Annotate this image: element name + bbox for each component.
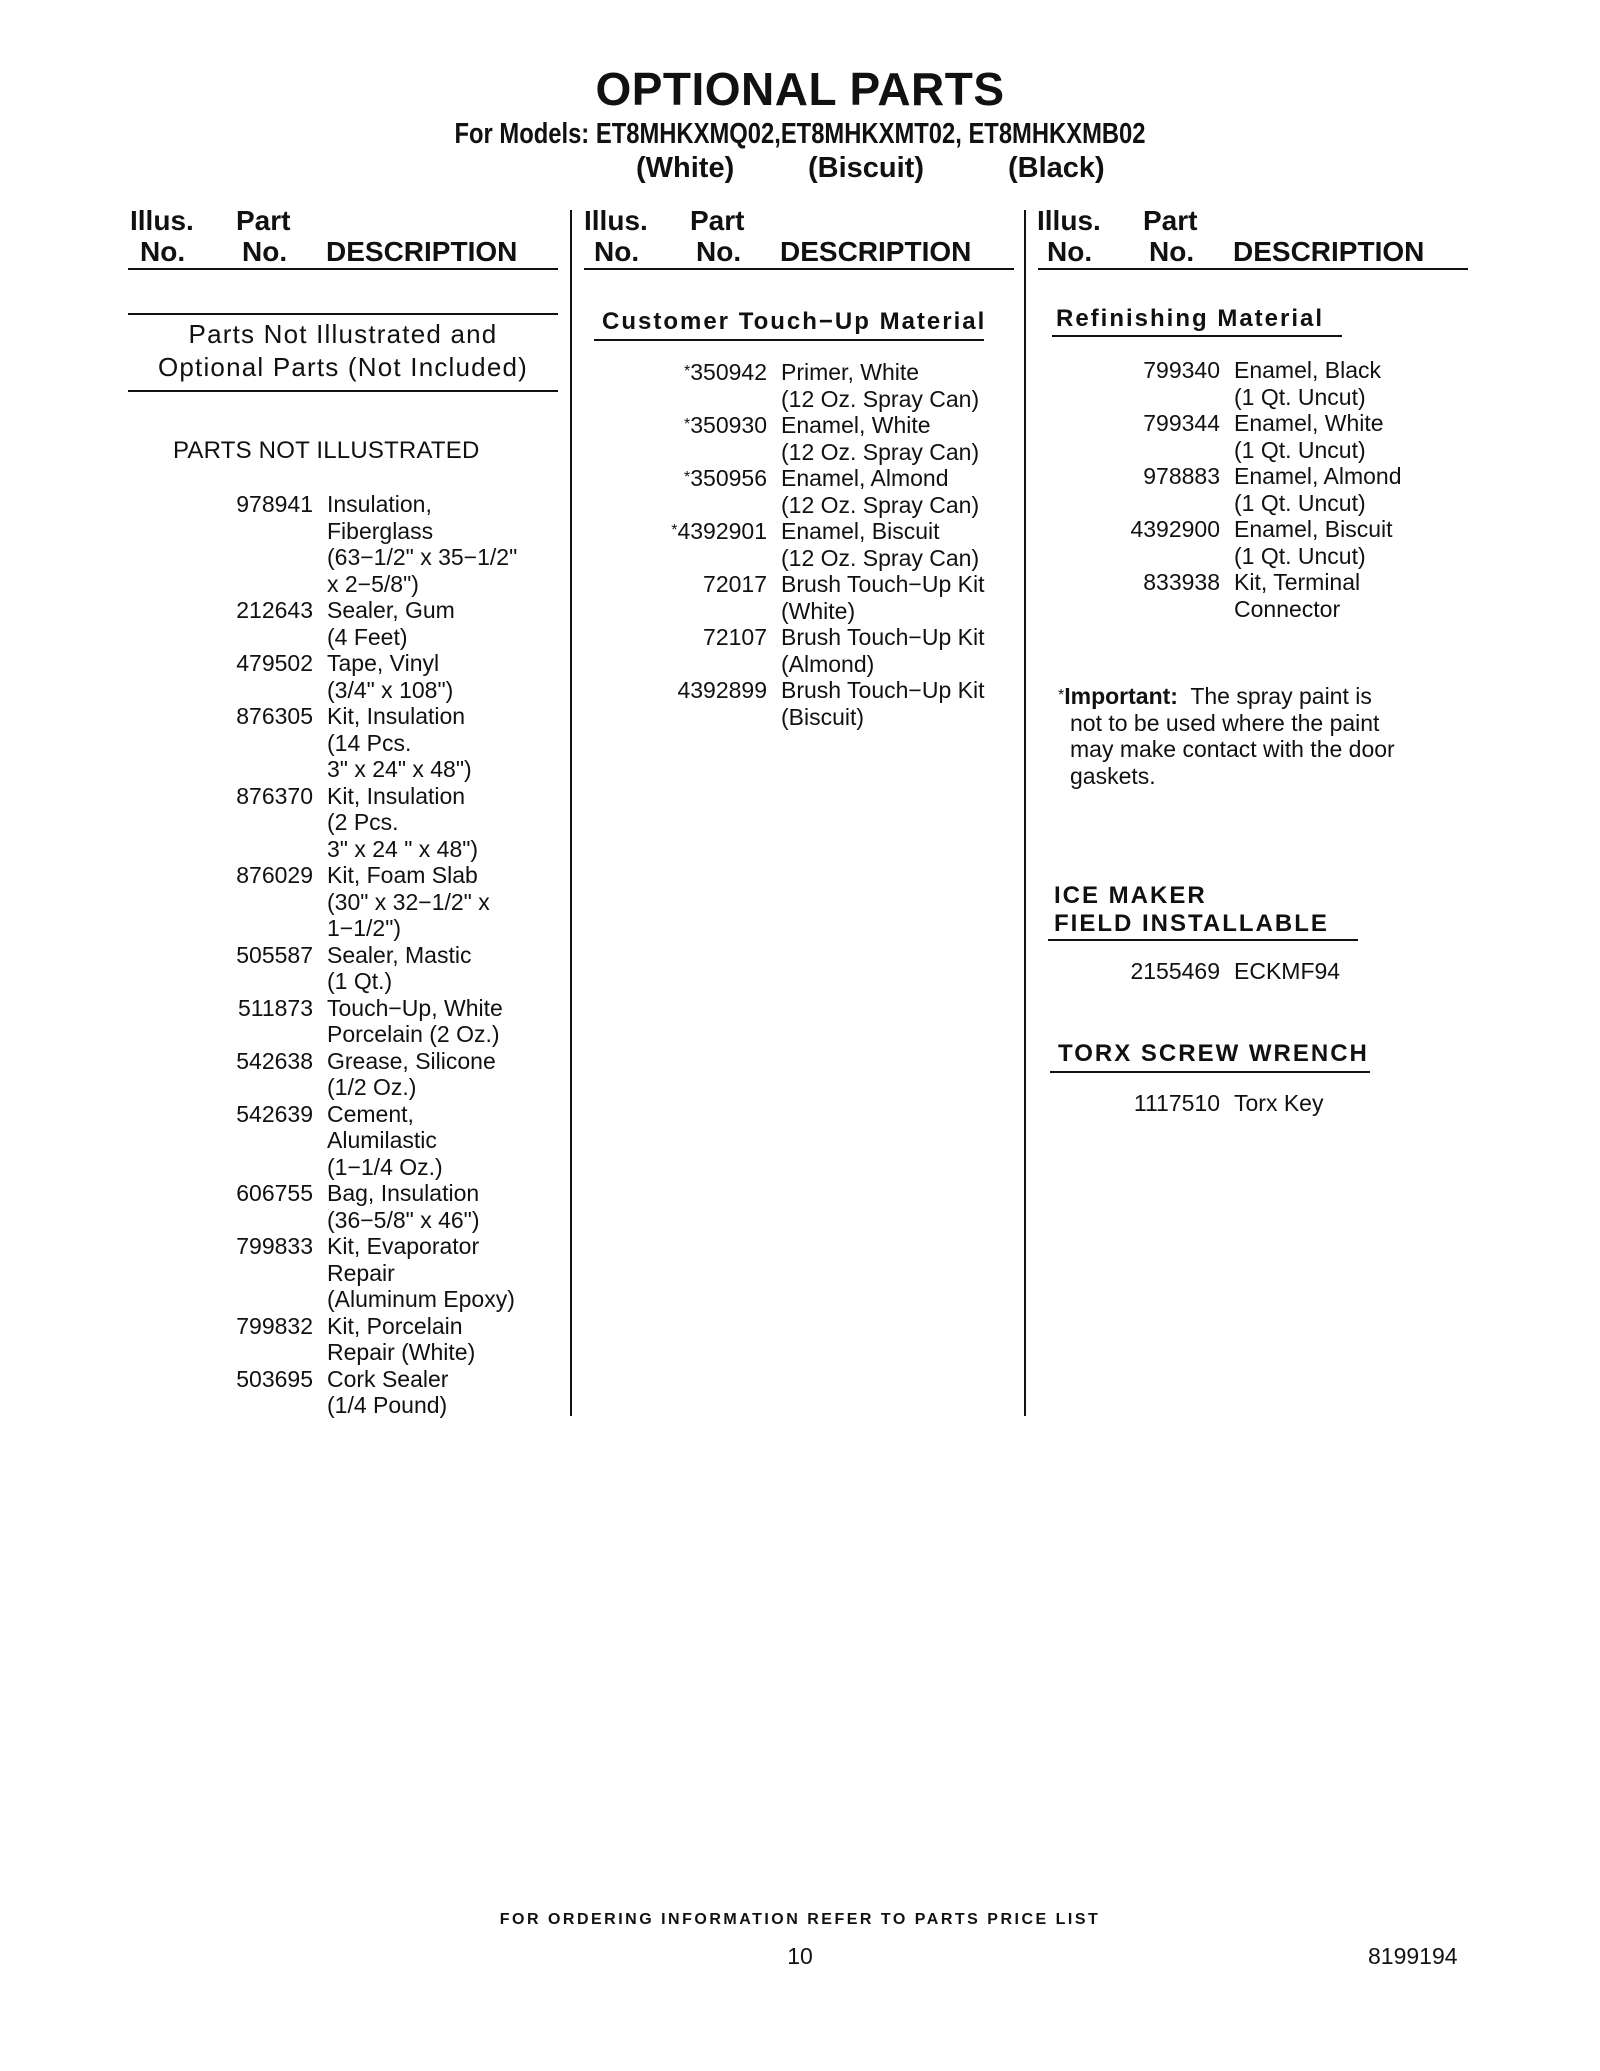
part-number xyxy=(1060,516,1220,543)
asterisk-mark: * xyxy=(684,363,691,380)
part-description: Insulation, Fiberglass (63−1/2" x 35−1/2" x 2−5/8") xyxy=(327,491,518,597)
part-number-text: 876370 xyxy=(236,782,313,809)
part-number-text: 505587 xyxy=(236,941,313,968)
part-description: Enamel, Almond (12 Oz. Spray Can) xyxy=(781,465,980,518)
part-number-text: 511873 xyxy=(237,994,313,1021)
part-number-text: 479502 xyxy=(236,650,313,676)
section-rule-top xyxy=(128,313,558,315)
part-description: Bag, Insulation (36−5/8" x 46") xyxy=(327,1180,480,1233)
part-number xyxy=(607,465,767,492)
part-number xyxy=(153,1313,313,1340)
part-description: Brush Touch−Up Kit (White) xyxy=(781,571,985,624)
part-description: Cork Sealer (1/4 Pound) xyxy=(327,1365,449,1418)
part-number-text: 72017 xyxy=(703,571,767,597)
color-biscuit: (Biscuit) xyxy=(808,152,924,184)
part-number-text: 799833 xyxy=(236,1233,313,1259)
part-label: Part xyxy=(236,205,291,236)
note-important-label: Important: xyxy=(1064,683,1178,709)
part-number xyxy=(153,942,313,969)
note-line-1: The spray paint is xyxy=(1190,683,1372,709)
part-number xyxy=(1060,569,1220,596)
part-description: Touch−Up, White Porcelain (2 Oz.) xyxy=(327,994,503,1047)
part-description: Enamel, White (1 Qt. Uncut) xyxy=(1234,410,1384,463)
column-divider-1 xyxy=(570,210,572,1416)
part-description: Sealer, Mastic (1 Qt.) xyxy=(327,941,472,994)
part-number-text: 350930 xyxy=(690,412,767,438)
part-description: Kit, Evaporator Repair (Aluminum Epoxy) xyxy=(327,1233,515,1312)
part-description: Torx Key xyxy=(1234,1090,1324,1116)
note-line-3: may make contact with the door xyxy=(1070,736,1395,762)
part-description: Tape, Vinyl (3/4" x 108") xyxy=(327,650,454,703)
part-description: Brush Touch−Up Kit (Biscuit) xyxy=(781,677,985,730)
part-number-text: 542639 xyxy=(236,1100,313,1127)
document-number: 8199194 xyxy=(1368,1943,1458,1969)
part-number xyxy=(607,677,767,704)
part-description: Kit, Porcelain Repair (White) xyxy=(327,1312,476,1365)
note-asterisk: * xyxy=(1058,687,1065,704)
part-number-text: 876029 xyxy=(236,862,313,888)
part-number xyxy=(607,518,767,545)
part-number xyxy=(153,491,313,518)
customer-touchup-title: Customer Touch−Up Material xyxy=(602,308,987,335)
page-number: 10 xyxy=(787,1943,813,1969)
ice-maker-title xyxy=(1054,882,1329,938)
touchup-rule xyxy=(594,339,984,341)
part-number-text: 503695 xyxy=(236,1365,313,1392)
note-line-4: gaskets. xyxy=(1070,762,1156,789)
part-description: Enamel, White (12 Oz. Spray Can) xyxy=(781,412,980,465)
ice-maker-line-2: FIELD INSTALLABLE xyxy=(1054,910,1329,937)
section-rule-bottom xyxy=(128,390,558,392)
part-number xyxy=(153,862,313,889)
part-label: Part xyxy=(690,205,745,236)
ice-maker-rule xyxy=(1048,939,1358,941)
part-number-text: 350942 xyxy=(690,359,767,385)
parts-not-illustrated-heading: PARTS NOT ILLUSTRATED xyxy=(173,437,480,464)
part-no-label: No. xyxy=(1149,236,1195,267)
illus-no-label: No. xyxy=(594,236,640,267)
header-rule-1 xyxy=(128,268,558,270)
part-number xyxy=(607,571,767,598)
part-number-text: 4392900 xyxy=(1130,516,1220,542)
part-number-text: 542638 xyxy=(236,1047,313,1074)
models-subtitle: For Models: ET8MHKXMQ02,ET8MHKXMT02, ET8MHKXMB02 xyxy=(454,118,1146,150)
part-number-text: 799344 xyxy=(1143,410,1220,436)
note-line-2: not to be used where the paint xyxy=(1070,709,1380,736)
header-rule-2 xyxy=(584,268,1014,270)
torx-title: TORX SCREW WRENCH xyxy=(1058,1040,1369,1067)
illus-no-label: No. xyxy=(140,236,186,267)
part-number xyxy=(153,1366,313,1393)
part-number xyxy=(153,650,313,677)
part-number-text: 4392901 xyxy=(677,518,767,544)
illus-label: Illus. xyxy=(1037,205,1101,236)
column-divider-2 xyxy=(1024,210,1026,1416)
part-description: Enamel, Biscuit (1 Qt. Uncut) xyxy=(1234,516,1393,569)
part-number xyxy=(1060,463,1220,490)
asterisk-mark: * xyxy=(671,522,678,539)
part-number-text: 978883 xyxy=(1143,463,1220,489)
part-number-text: 212643 xyxy=(236,597,313,623)
part-number-text: 833938 xyxy=(1143,569,1220,595)
part-number xyxy=(607,359,767,386)
color-white: (White) xyxy=(636,152,735,184)
part-description: ECKMF94 xyxy=(1234,958,1341,984)
page-title: OPTIONAL PARTS xyxy=(595,63,1005,115)
part-number-text: 72107 xyxy=(703,624,767,650)
part-number xyxy=(153,995,313,1022)
part-number-text: 1117510 xyxy=(1133,1090,1220,1116)
part-number-text: 4392899 xyxy=(677,677,767,703)
part-number xyxy=(153,1233,313,1260)
part-description: Grease, Silicone (1/2 Oz.) xyxy=(327,1047,496,1100)
part-number-text: 2155469 xyxy=(1130,958,1220,984)
part-number xyxy=(153,783,313,810)
section-line-2: Optional Parts (Not Included) xyxy=(157,352,529,382)
part-description: Primer, White (12 Oz. Spray Can) xyxy=(781,359,980,412)
part-number xyxy=(153,703,313,730)
part-number-text: 606755 xyxy=(236,1180,313,1206)
part-description: Enamel, Biscuit (12 Oz. Spray Can) xyxy=(781,518,980,571)
description-label: DESCRIPTION xyxy=(326,236,518,267)
part-description: Kit, Terminal Connector xyxy=(1234,569,1361,622)
part-description: Kit, Insulation (14 Pcs. 3" x 24" x 48") xyxy=(327,703,472,782)
part-description: Brush Touch−Up Kit (Almond) xyxy=(781,624,985,677)
section-line-1: Parts Not Illustrated and xyxy=(188,319,498,349)
important-note xyxy=(1058,683,1458,789)
part-description: Enamel, Black (1 Qt. Uncut) xyxy=(1234,357,1382,410)
part-number-text: 799832 xyxy=(236,1312,313,1339)
illus-no-label: No. xyxy=(1047,236,1093,267)
ordering-info: FOR ORDERING INFORMATION REFER TO PARTS PRICE LIST xyxy=(499,1911,1101,1928)
description-label: DESCRIPTION xyxy=(1233,236,1425,267)
part-number xyxy=(153,1101,313,1128)
part-number xyxy=(1060,410,1220,437)
description-label: DESCRIPTION xyxy=(780,236,972,267)
refinishing-rule xyxy=(1052,335,1342,337)
part-number xyxy=(1060,958,1220,985)
part-number xyxy=(1060,1090,1220,1117)
part-description: Enamel, Almond (1 Qt. Uncut) xyxy=(1234,463,1402,516)
illus-label: Illus. xyxy=(130,205,194,236)
part-number-text: 350956 xyxy=(690,465,767,491)
part-number xyxy=(607,412,767,439)
part-number xyxy=(607,624,767,651)
part-no-label: No. xyxy=(696,236,742,267)
asterisk-mark: * xyxy=(684,469,691,486)
part-description: Sealer, Gum (4 Feet) xyxy=(327,597,455,650)
part-number-text: 799340 xyxy=(1143,357,1220,383)
part-number xyxy=(153,597,313,624)
part-number-text: 876305 xyxy=(236,703,313,729)
part-description: Cement, Alumilastic (1−1/4 Oz.) xyxy=(327,1100,443,1180)
torx-rule xyxy=(1050,1071,1370,1073)
part-number xyxy=(1060,357,1220,384)
part-number xyxy=(153,1048,313,1075)
part-label: Part xyxy=(1143,205,1198,236)
asterisk-mark: * xyxy=(684,416,691,433)
section-parts-not-illustrated xyxy=(128,318,558,384)
illus-label: Illus. xyxy=(584,205,648,236)
part-description: Kit, Foam Slab (30" x 32−1/2" x 1−1/2") xyxy=(327,862,490,941)
ice-maker-line-1: ICE MAKER xyxy=(1054,882,1207,909)
part-description: Kit, Insulation (2 Pcs. 3" x 24 " x 48") xyxy=(327,782,479,862)
part-number xyxy=(153,1180,313,1207)
header-rule-3 xyxy=(1038,268,1468,270)
part-no-label: No. xyxy=(242,236,288,267)
refinishing-title: Refinishing Material xyxy=(1056,305,1325,332)
color-black: (Black) xyxy=(1008,152,1105,184)
part-number-text: 978941 xyxy=(236,491,313,517)
